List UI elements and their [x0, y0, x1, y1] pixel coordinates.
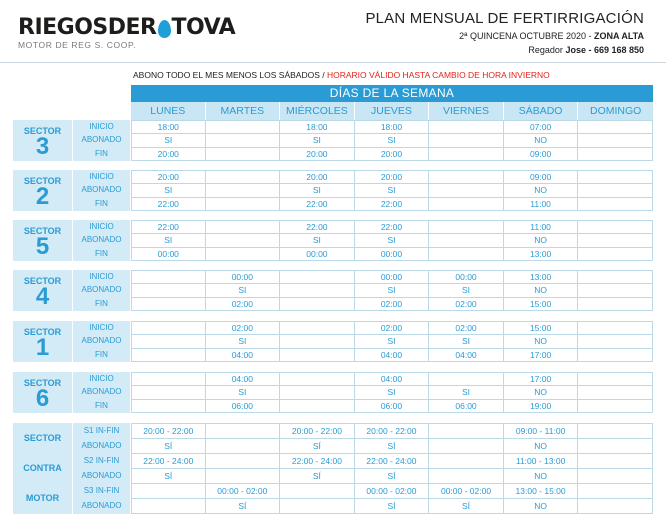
- schedule-cell: [131, 386, 206, 398]
- sector-label: [13, 170, 73, 211]
- schedule-cell: 22:00: [131, 221, 206, 233]
- schedule-cell: [206, 248, 281, 260]
- schedule-cell: 15:00: [504, 298, 579, 310]
- table-row: [131, 424, 653, 439]
- schedule-cell: [206, 134, 281, 146]
- schedule-cell: [578, 386, 653, 398]
- schedule-cell: NO: [504, 184, 579, 196]
- table-row: [131, 439, 653, 454]
- sector-row-labels: [73, 120, 131, 161]
- irrigator-contact: [365, 45, 644, 55]
- schedule-cell: 00:00: [206, 271, 281, 283]
- row-label: FIN: [95, 400, 108, 410]
- sector-grid: [131, 270, 653, 311]
- schedule-cell: 06:00: [355, 400, 430, 412]
- schedule-cell: 11:00: [504, 198, 579, 210]
- sector-grid: [131, 372, 653, 413]
- schedule-cell: [429, 221, 504, 233]
- schedule-cell: [578, 439, 653, 453]
- schedule-cell: [429, 248, 504, 260]
- final-left-labels: [13, 423, 73, 514]
- schedule-cell: [429, 184, 504, 196]
- schedule-cell: SÍ: [280, 469, 355, 483]
- schedule-cell: SI: [131, 134, 206, 146]
- sector-block: [13, 270, 653, 311]
- sector-label: [13, 120, 73, 161]
- schedule-cell: 20:00: [355, 171, 430, 183]
- day-header-1: MARTES: [206, 102, 281, 120]
- schedule-cell: 17:00: [504, 349, 579, 361]
- schedule-cell: 18:00: [355, 121, 430, 133]
- schedule-cell: [429, 234, 504, 246]
- schedule-cell: [131, 373, 206, 385]
- schedule-cell: SI: [355, 134, 430, 146]
- schedule-cell: [429, 171, 504, 183]
- schedule-cell: 00:00: [429, 271, 504, 283]
- schedule-cell: [578, 271, 653, 283]
- sector-word: SECTOR: [23, 226, 62, 236]
- schedule-cell: 06:00: [206, 400, 281, 412]
- schedule-cell: [429, 121, 504, 133]
- schedule-cell: 09:00 - 11:00: [504, 424, 579, 438]
- irrigator-name: Jose - 669 168 850: [565, 45, 644, 55]
- row-label: ABONADO: [81, 185, 122, 195]
- sector-label: [13, 372, 73, 413]
- schedule-cell: [578, 349, 653, 361]
- schedule-cell: [131, 322, 206, 334]
- logo-text-left: RIEGOSDER: [18, 15, 157, 40]
- notice-warning: HORARIO VÁLIDO HASTA CAMBIO DE HORA INVIERNO: [326, 70, 550, 80]
- schedule-cell: [206, 439, 281, 453]
- schedule-cell: 13:00: [504, 248, 579, 260]
- table-row: [131, 284, 653, 297]
- sector-number: 2: [35, 183, 50, 210]
- schedule-cell: [578, 373, 653, 385]
- schedule-cell: SI: [206, 284, 281, 296]
- schedule-cell: NO: [504, 386, 579, 398]
- final-row-label: ABONADO: [81, 501, 122, 510]
- schedule-cell: [280, 298, 355, 310]
- sector-number: 4: [35, 283, 50, 310]
- schedule-cell: [131, 499, 206, 513]
- document-header: [365, 10, 644, 55]
- schedule-cell: [206, 454, 281, 468]
- day-header-row: [131, 102, 653, 120]
- sector-label: [13, 270, 73, 311]
- schedule-cell: 00:00 - 02:00: [429, 484, 504, 498]
- schedule-cell: 20:00 - 22:00: [131, 424, 206, 438]
- table-row: [131, 134, 653, 147]
- schedule-cell: SI: [131, 184, 206, 196]
- schedule-cell: 20:00 - 22:00: [280, 424, 355, 438]
- schedule-cell: [578, 469, 653, 483]
- sector-block: [13, 372, 653, 413]
- schedule-cell: [429, 454, 504, 468]
- page-title: PLAN MENSUAL DE FERTIRRIGACIÓN: [365, 10, 644, 27]
- sector-word: SECTOR: [23, 276, 62, 286]
- sector-block: [13, 170, 653, 211]
- schedule-cell: 04:00: [206, 349, 281, 361]
- schedule-cell: 00:00: [280, 248, 355, 260]
- schedule-cell: 20:00: [131, 148, 206, 160]
- schedule-cell: SI: [206, 335, 281, 347]
- schedule-cell: [280, 322, 355, 334]
- row-label: INICIO: [89, 323, 114, 332]
- schedule-cell: NO: [504, 469, 579, 483]
- schedule-cell: [578, 298, 653, 310]
- schedule-cell: SI: [131, 234, 206, 246]
- notice-main: ABONO TODO EL MES MENOS LOS SÁBADOS /: [133, 70, 327, 80]
- schedule-cell: SI: [355, 386, 430, 398]
- schedule-cell: [578, 248, 653, 260]
- sector-number: 3: [35, 133, 50, 160]
- schedule-cell: [578, 134, 653, 146]
- schedule-cell: 18:00: [280, 121, 355, 133]
- irrigator-label: Regador: [528, 45, 566, 55]
- schedule-cell: 02:00: [429, 298, 504, 310]
- row-label: INICIO: [89, 122, 114, 131]
- sector-grid: [131, 120, 653, 161]
- row-label: FIN: [95, 148, 108, 158]
- schedule-cell: 04:00: [355, 349, 430, 361]
- schedule-cell: 07:00: [504, 121, 579, 133]
- schedule-cell: 04:00: [429, 349, 504, 361]
- schedule-cell: SÍ: [355, 499, 430, 513]
- table-row: [131, 400, 653, 413]
- day-header-3: JUEVES: [355, 102, 430, 120]
- schedule-cell: SI: [355, 284, 430, 296]
- schedule-cell: [578, 335, 653, 347]
- sector-contra-motor-block: [13, 423, 653, 514]
- schedule-cell: [578, 171, 653, 183]
- schedule-cell: 20:00 - 22:00: [355, 424, 430, 438]
- schedule-cell: [578, 234, 653, 246]
- schedule-cell: 02:00: [355, 322, 430, 334]
- row-label: FIN: [95, 198, 108, 208]
- schedule-cell: 22:00: [280, 198, 355, 210]
- table-row: [131, 322, 653, 335]
- schedule-cell: [131, 335, 206, 347]
- schedule-cell: 19:00: [504, 400, 579, 412]
- sector-block: [13, 321, 653, 362]
- schedule-cell: NO: [504, 439, 579, 453]
- schedule-cell: [578, 148, 653, 160]
- row-label: FIN: [95, 298, 108, 308]
- schedule-cell: [131, 349, 206, 361]
- final-row-label: S2 IN-FIN: [83, 456, 120, 465]
- row-label: ABONADO: [81, 235, 122, 245]
- schedule-cell: [578, 221, 653, 233]
- day-header-2: MIÉRCOLES: [280, 102, 355, 120]
- sector-grid: [131, 170, 653, 211]
- day-header-5: SÁBADO: [504, 102, 579, 120]
- final-row-labels: [73, 423, 131, 514]
- sector-number: 5: [35, 233, 50, 260]
- days-banner: DÍAS DE LA SEMANA: [131, 85, 653, 102]
- schedule-cell: 11:00: [504, 221, 579, 233]
- schedule-cell: 20:00: [280, 148, 355, 160]
- schedule-cell: SI: [355, 184, 430, 196]
- schedule-cell: [578, 499, 653, 513]
- schedule-cell: 13:00 - 15:00: [504, 484, 579, 498]
- row-label: ABONADO: [81, 387, 122, 397]
- schedule-cell: SI: [429, 335, 504, 347]
- schedule-cell: 02:00: [206, 298, 281, 310]
- sector-row-labels: [73, 220, 131, 261]
- schedule-cell: [280, 373, 355, 385]
- schedule-cell: 09:00: [504, 171, 579, 183]
- schedule-cell: 00:00: [355, 248, 430, 260]
- schedule-cell: 00:00 - 02:00: [355, 484, 430, 498]
- table-row: [131, 469, 653, 484]
- sector-block: [13, 220, 653, 261]
- day-header-6: DOMINGO: [578, 102, 653, 120]
- schedule-cell: [206, 171, 281, 183]
- schedule-cell: [280, 349, 355, 361]
- row-label: ABONADO: [81, 285, 122, 295]
- table-row: [131, 335, 653, 348]
- schedule-cell: 22:00 - 24:00: [280, 454, 355, 468]
- schedule-cell: [578, 198, 653, 210]
- schedule-cell: 20:00: [280, 171, 355, 183]
- schedule-cell: NO: [504, 234, 579, 246]
- schedule-cell: [131, 271, 206, 283]
- schedule-cell: [280, 335, 355, 347]
- schedule-cell: [206, 184, 281, 196]
- sector-label: [13, 321, 73, 362]
- table-row: [131, 221, 653, 234]
- schedule-cell: 09:00: [504, 148, 579, 160]
- sector-row-labels: [73, 270, 131, 311]
- final-left-label: SECTOR: [23, 433, 62, 443]
- table-row: [131, 484, 653, 499]
- company-logo: [18, 16, 258, 50]
- schedule-cell: NO: [504, 499, 579, 513]
- zone-text: ZONA ALTA: [594, 31, 644, 41]
- sector-row-labels: [73, 170, 131, 211]
- schedule-cell: [206, 424, 281, 438]
- final-grid: [131, 423, 653, 514]
- table-row: [131, 298, 653, 311]
- schedule-cell: [280, 386, 355, 398]
- schedule-cell: [206, 221, 281, 233]
- schedule-cell: 22:00: [355, 221, 430, 233]
- water-drop-icon: [158, 20, 171, 38]
- table-row: [131, 148, 653, 161]
- sector-row-labels: [73, 321, 131, 362]
- schedule-cell: 22:00: [131, 198, 206, 210]
- table-row: [131, 454, 653, 469]
- schedule-cell: [578, 184, 653, 196]
- schedule-cell: 22:00: [280, 221, 355, 233]
- schedule-cell: 20:00: [131, 171, 206, 183]
- schedule-cell: [578, 484, 653, 498]
- schedule-cell: NO: [504, 335, 579, 347]
- schedule-cell: 20:00: [355, 148, 430, 160]
- schedule-cell: SI: [280, 184, 355, 196]
- logo-text-right: TOVA: [171, 15, 236, 40]
- row-label: INICIO: [89, 222, 114, 231]
- schedule-cell: 06:00: [429, 400, 504, 412]
- schedule-cell: 13:00: [504, 271, 579, 283]
- schedule-notice: [133, 70, 550, 80]
- schedule-cell: [429, 469, 504, 483]
- schedule-cell: [280, 284, 355, 296]
- schedule-cell: 04:00: [355, 373, 430, 385]
- final-left-label: MOTOR: [25, 493, 60, 503]
- schedule-cell: [206, 234, 281, 246]
- schedule-cell: [429, 439, 504, 453]
- schedule-cell: 00:00: [355, 271, 430, 283]
- sector-block: [13, 120, 653, 161]
- schedule-cell: [429, 198, 504, 210]
- schedule-cell: 00:00 - 02:00: [206, 484, 281, 498]
- schedule-cell: 18:00: [131, 121, 206, 133]
- schedule-cell: 15:00: [504, 322, 579, 334]
- schedule-cell: SI: [280, 134, 355, 146]
- schedule-cell: [131, 298, 206, 310]
- schedule-cell: SI: [429, 386, 504, 398]
- schedule-cell: [206, 148, 281, 160]
- schedule-cell: 22:00 - 24:00: [355, 454, 430, 468]
- table-row: [131, 234, 653, 247]
- schedule-cell: 04:00: [206, 373, 281, 385]
- schedule-cell: SÍ: [131, 469, 206, 483]
- row-label: INICIO: [89, 172, 114, 181]
- schedule-cell: [429, 424, 504, 438]
- sector-number: 6: [35, 385, 50, 412]
- schedule-cell: [206, 469, 281, 483]
- table-row: [131, 386, 653, 399]
- schedule-cell: [280, 484, 355, 498]
- schedule-cell: 11:00 - 13:00: [504, 454, 579, 468]
- sector-grid: [131, 220, 653, 261]
- schedule-cell: SÍ: [355, 469, 430, 483]
- table-row: [131, 271, 653, 284]
- sector-label: [13, 220, 73, 261]
- sector-row-labels: [73, 372, 131, 413]
- schedule-cell: SI: [206, 386, 281, 398]
- sector-word: SECTOR: [23, 176, 62, 186]
- final-row-label: S3 IN-FIN: [83, 486, 120, 495]
- schedule-cell: SI: [355, 335, 430, 347]
- schedule-cell: [280, 499, 355, 513]
- schedule-cell: [429, 148, 504, 160]
- final-left-label: CONTRA: [23, 463, 62, 473]
- schedule-cell: NO: [504, 284, 579, 296]
- schedule-cell: 17:00: [504, 373, 579, 385]
- schedule-cell: [578, 454, 653, 468]
- schedule-cell: 22:00 - 24:00: [131, 454, 206, 468]
- table-row: [131, 121, 653, 134]
- schedule-cell: [206, 121, 281, 133]
- schedule-cell: SÍ: [131, 439, 206, 453]
- schedule-cell: [578, 121, 653, 133]
- schedule-cell: SÍ: [206, 499, 281, 513]
- schedule-cell: SÍ: [355, 439, 430, 453]
- final-row-label: S1 IN-FIN: [83, 426, 120, 435]
- table-row: [131, 248, 653, 261]
- table-row: [131, 184, 653, 197]
- day-header-4: VIERNES: [429, 102, 504, 120]
- table-row: [131, 349, 653, 362]
- schedule-cell: [280, 400, 355, 412]
- logo-wordmark: [18, 16, 258, 40]
- row-label: FIN: [95, 248, 108, 258]
- final-row-label: ABONADO: [81, 441, 122, 450]
- schedule-cell: 00:00: [131, 248, 206, 260]
- period-subtitle: [365, 31, 644, 41]
- sector-word: SECTOR: [23, 327, 62, 337]
- schedule-cell: SÍ: [280, 439, 355, 453]
- schedule-cell: 02:00: [206, 322, 281, 334]
- row-label: FIN: [95, 349, 108, 359]
- schedule-cell: NO: [504, 134, 579, 146]
- table-row: [131, 198, 653, 211]
- sector-grid: [131, 321, 653, 362]
- schedule-cell: SI: [355, 234, 430, 246]
- schedule-cell: [429, 373, 504, 385]
- row-label: ABONADO: [81, 135, 122, 145]
- schedule-cell: [206, 198, 281, 210]
- schedule-cell: SÍ: [429, 499, 504, 513]
- sector-number: 1: [35, 334, 50, 361]
- schedule-cell: [578, 322, 653, 334]
- schedule-cell: SI: [280, 234, 355, 246]
- schedule-cell: [131, 400, 206, 412]
- table-row: [131, 171, 653, 184]
- logo-subtitle: MOTOR DE REG S. COOP.: [18, 40, 137, 50]
- schedule-cell: 22:00: [355, 198, 430, 210]
- schedule-cell: 02:00: [429, 322, 504, 334]
- schedule-cell: SI: [429, 284, 504, 296]
- schedule-cell: [429, 134, 504, 146]
- schedule-cell: [578, 400, 653, 412]
- row-label: INICIO: [89, 272, 114, 281]
- table-row: [131, 373, 653, 386]
- schedule-cell: [280, 271, 355, 283]
- final-row-label: ABONADO: [81, 471, 122, 480]
- period-text: 2ª QUINCENA OCTUBRE 2020 -: [459, 31, 594, 41]
- header-divider: [0, 62, 666, 63]
- schedule-cell: [131, 484, 206, 498]
- schedule-cell: [131, 284, 206, 296]
- row-label: INICIO: [89, 374, 114, 383]
- day-header-0: LUNES: [131, 102, 206, 120]
- row-label: ABONADO: [81, 336, 122, 346]
- schedule-cell: [578, 424, 653, 438]
- schedule-cell: [578, 284, 653, 296]
- table-row: [131, 499, 653, 514]
- sector-word: SECTOR: [23, 378, 62, 388]
- schedule-cell: 02:00: [355, 298, 430, 310]
- sector-word: SECTOR: [23, 126, 62, 136]
